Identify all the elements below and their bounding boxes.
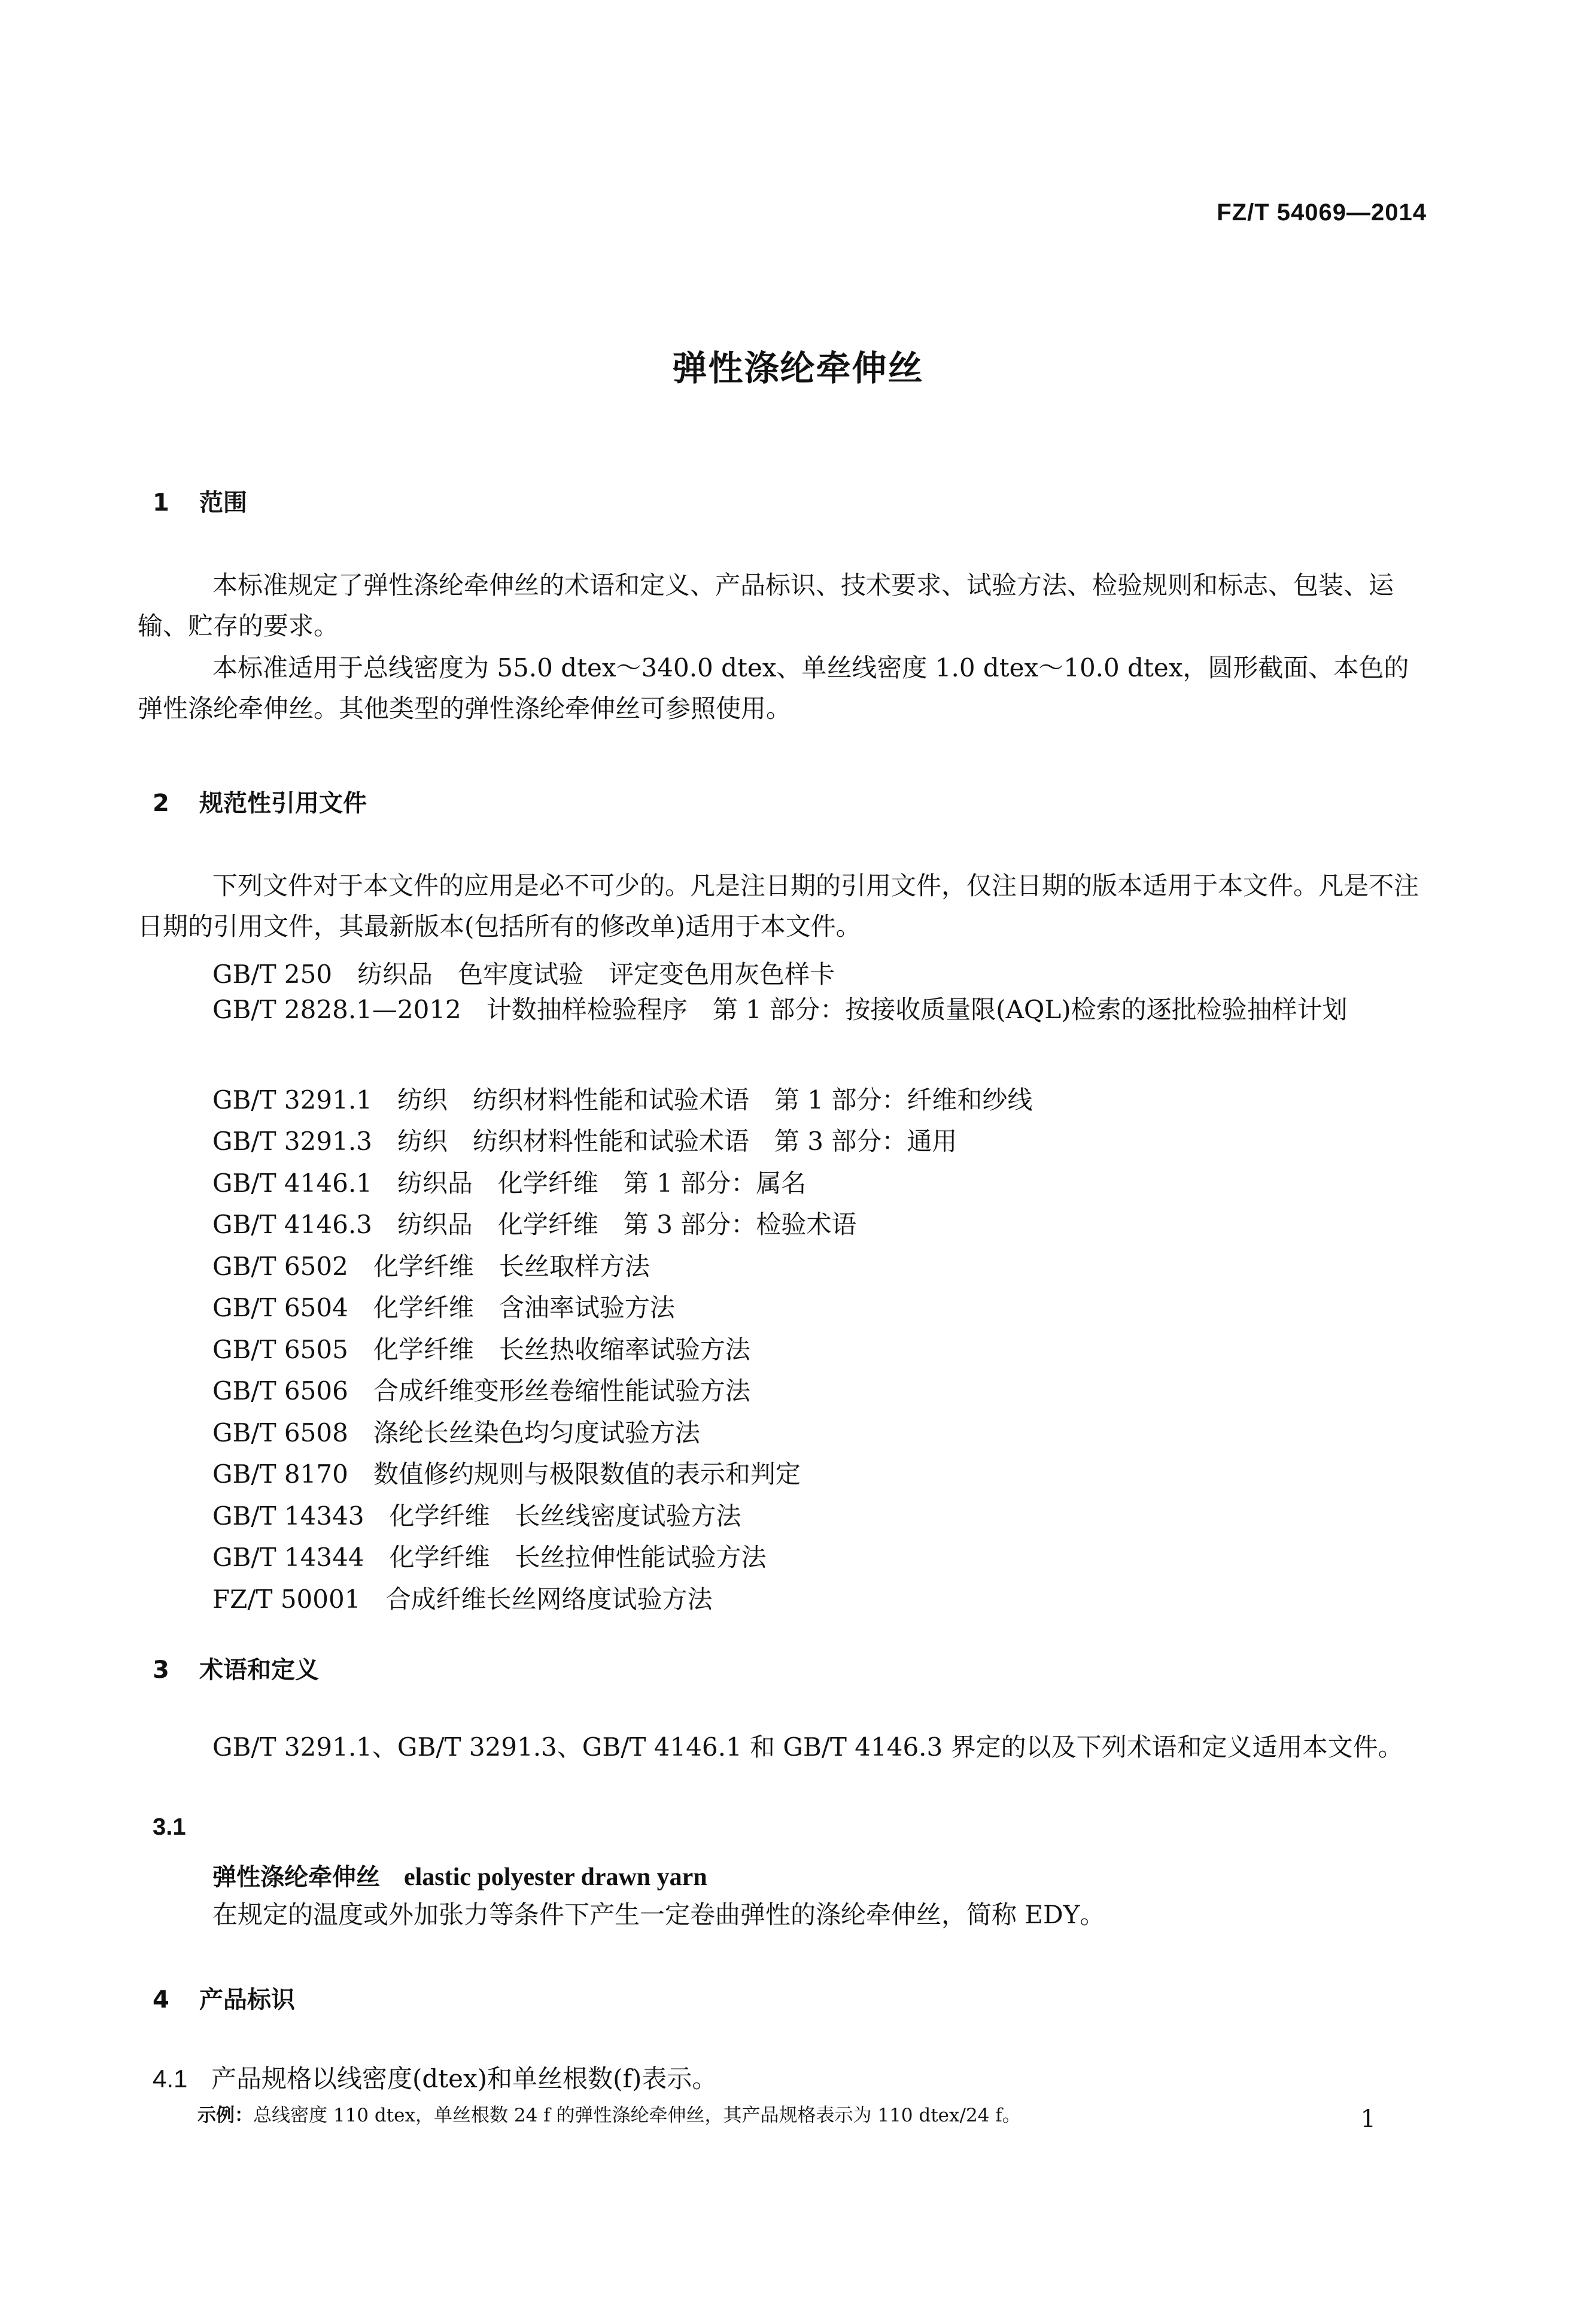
reference-item (212, 1455, 801, 1491)
section-title: 产品标识 (199, 1986, 295, 2014)
clause-3-1-number: 3.1 (153, 1814, 186, 1840)
standard-code: FZ/T 54069—2014 (1217, 199, 1427, 226)
reference-item (212, 1580, 712, 1616)
section-title: 范围 (199, 489, 247, 517)
reference-item (212, 1247, 650, 1283)
clause-number: 4.1 (153, 2065, 188, 2093)
reference-code: GB/T 3291.1 (212, 1085, 372, 1115)
section-title: 术语和定义 (199, 1656, 319, 1684)
reference-code: GB/T 8170 (212, 1459, 348, 1489)
example-label: 示例： (197, 2105, 253, 2126)
reference-code: GB/T 250 (212, 960, 333, 989)
page-number: 1 (1360, 2105, 1376, 2133)
reference-item (212, 1330, 750, 1366)
reference-code: GB/T 6502 (212, 1252, 348, 1281)
reference-item (212, 1288, 675, 1324)
section-number: 2 (153, 790, 169, 817)
clause-4-1 (153, 2059, 717, 2095)
reference-code: GB/T 6505 (212, 1335, 348, 1364)
clause-text: 产品规格以线密度(dtex)和单丝根数(f)表示。 (211, 2064, 718, 2093)
section-2-heading (153, 784, 367, 818)
term-entry (212, 1858, 707, 1892)
term-definition: 在规定的温度或外加张力等条件下产生一定卷曲弹性的涤纶牵伸丝，简称 EDY。 (212, 1900, 1105, 1929)
reference-item (212, 1413, 700, 1449)
section-1-paragraph-2: 本标准适用于总线密度为 55.0 dtex～340.0 dtex、单丝线密度 1.0 dtex～10.0 dtex，圆形截面、本色的弹性涤纶牵伸丝。其他类型的弹性涤纶牵伸丝可参照使用。 (138, 653, 1409, 723)
section-1-heading (153, 484, 247, 518)
reference-code: GB/T 6504 (212, 1293, 348, 1322)
document-title: 弹性涤纶牵伸丝 (672, 348, 924, 388)
section-3-paragraph-1: GB/T 3291.1、GB/T 3291.3、GB/T 4146.1 和 GB/T 4146.3 界定的以及下列术语和定义适用本文件。 (212, 1732, 1403, 1762)
reference-title: 化学纤维 长丝拉伸性能试验方法 (389, 1543, 767, 1572)
term-chinese: 弹性涤纶牵伸丝 (212, 1863, 380, 1891)
reference-code: GB/T 14343 (212, 1501, 364, 1531)
section-number: 4 (153, 1986, 169, 2014)
reference-item (212, 1538, 767, 1574)
section-number: 1 (153, 489, 169, 517)
reference-title: 化学纤维 长丝热收缩率试验方法 (373, 1335, 750, 1364)
section-2-paragraph-1: 下列文件对于本文件的应用是必不可少的。凡是注日期的引用文件，仅注日期的版本适用于本文件。凡是不注日期的引用文件，其最新版本(包括所有的修改单)适用于本文件。 (138, 871, 1419, 941)
reference-title: 化学纤维 含油率试验方法 (373, 1293, 675, 1322)
reference-title: 数值修约规则与极限数值的表示和判定 (373, 1459, 801, 1489)
section-3-heading (153, 1651, 319, 1685)
section-1-paragraph-1: 本标准规定了弹性涤纶牵伸丝的术语和定义、产品标识、技术要求、试验方法、检验规则和标志、包装、运输、贮存的要求。 (138, 570, 1394, 641)
reference-item (212, 1496, 741, 1532)
section-4-heading (153, 1981, 295, 2015)
example-text: 总线密度 110 dtex，单丝根数 24 f 的弹性涤纶牵伸丝，其产品规格表示为 110 dtex/24 f。 (253, 2105, 1021, 2126)
reference-code: GB/T 3291.3 (212, 1127, 372, 1156)
reference-title: 纺织品 化学纤维 第 1 部分：属名 (397, 1168, 807, 1198)
reference-code: GB/T 4146.1 (212, 1168, 372, 1198)
reference-title: 化学纤维 长丝线密度试验方法 (389, 1501, 741, 1531)
reference-item (212, 1371, 750, 1407)
reference-title: 纺织品 色牢度试验 评定变色用灰色样卡 (357, 960, 835, 989)
reference-item (212, 955, 835, 991)
section-title: 规范性引用文件 (199, 790, 367, 817)
reference-code: GB/T 2828.1—2012 (212, 995, 461, 1024)
reference-title: 纺织品 化学纤维 第 3 部分：检验术语 (397, 1210, 857, 1239)
reference-title: 合成纤维变形丝卷缩性能试验方法 (373, 1376, 750, 1406)
reference-code: GB/T 4146.3 (212, 1210, 372, 1239)
reference-title: 化学纤维 长丝取样方法 (373, 1252, 650, 1281)
reference-code: FZ/T 50001 (212, 1584, 361, 1614)
reference-code: GB/T 6508 (212, 1418, 348, 1447)
reference-item (212, 1205, 856, 1241)
term-english: elastic polyester drawn yarn (404, 1863, 707, 1891)
reference-code: GB/T 6506 (212, 1376, 348, 1406)
reference-title: 纺织 纺织材料性能和试验术语 第 3 部分：通用 (397, 1127, 957, 1156)
reference-item (212, 1122, 957, 1158)
example-note (197, 2100, 1021, 2127)
reference-item (138, 989, 1424, 1030)
reference-item (212, 1164, 806, 1200)
reference-item (212, 1080, 1032, 1116)
reference-title: 计数抽样检验程序 第 1 部分：按接收质量限(AQL)检索的逐批检验抽样计划 (486, 995, 1348, 1024)
reference-code: GB/T 14344 (212, 1543, 364, 1572)
reference-title: 合成纤维长丝网络度试验方法 (385, 1584, 713, 1614)
reference-title: 涤纶长丝染色均匀度试验方法 (373, 1418, 700, 1447)
section-number: 3 (153, 1656, 169, 1684)
reference-title: 纺织 纺织材料性能和试验术语 第 1 部分：纤维和纱线 (397, 1085, 1033, 1115)
